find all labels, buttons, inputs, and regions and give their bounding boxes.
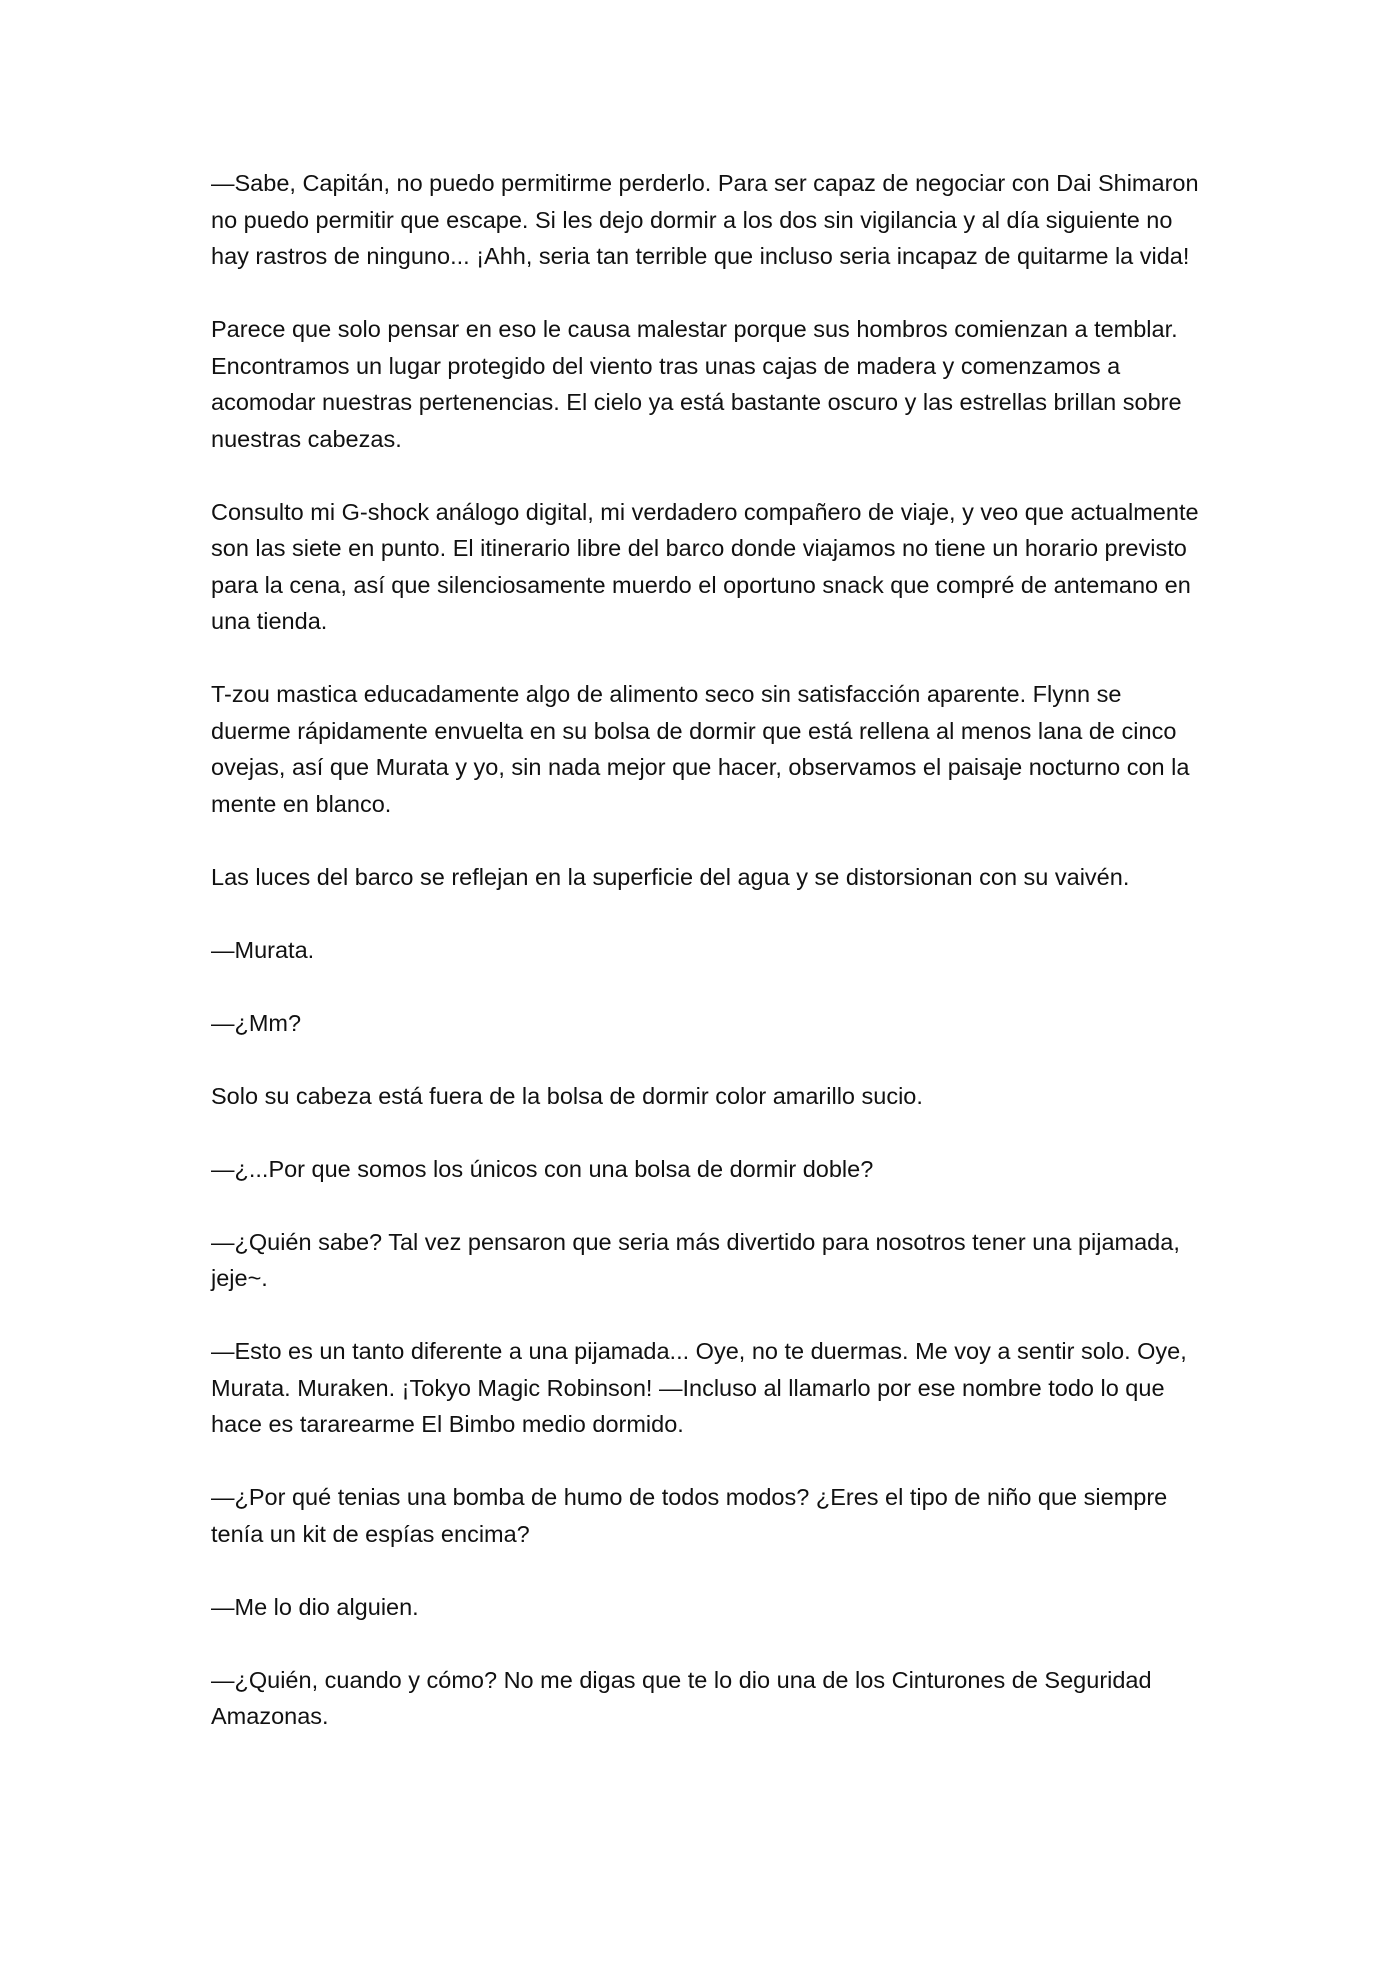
- paragraph: Solo su cabeza está fuera de la bolsa de dormir color amarillo sucio.: [211, 1082, 923, 1109]
- document-body: [211, 165, 1201, 1771]
- paragraph: —Sabe, Capitán, no puedo permitirme perderlo. Para ser capaz de negociar con Dai Shimaron no puedo permitir que escape. Si les dejo dormir a los dos sin vigilancia y al día siguiente no hay rastros de ninguno... ¡Ahh, seria tan terrible que incluso seria incapaz de quitarme la vida!: [211, 170, 1199, 269]
- dialogue-line: —¿Quién sabe? Tal vez pensaron que seria más divertido para nosotros tener una pijamada, jeje~.: [211, 1228, 1180, 1291]
- dialogue-line: —¿Mm?: [211, 1009, 302, 1036]
- dialogue-line: —Me lo dio alguien.: [211, 1593, 419, 1620]
- dialogue-line: —Esto es un tanto diferente a una pijamada... Oye, no te duermas. Me voy a sentir solo. Oye, Murata. Muraken. ¡Tokyo Magic Robinson! —Incluso al llamarlo por ese nombre todo lo que hace es tararearme El Bimbo medio dormido.: [211, 1338, 1187, 1437]
- paragraph: Parece que solo pensar en eso le causa malestar porque sus hombros comienzan a temblar. Encontramos un lugar protegido del viento tras unas cajas de madera y comenzamos a acomodar nuestras pertenencias. El cielo ya está bastante oscuro y las estrellas brillan sobre nuestras cabezas.: [211, 316, 1182, 452]
- paragraph: Las luces del barco se reflejan en la superficie del agua y se distorsionan con su vaivén.: [211, 863, 1130, 890]
- dialogue-line: —¿Quién, cuando y cómo? No me digas que te lo dio una de los Cinturones de Seguridad Amazonas.: [211, 1666, 1152, 1729]
- dialogue-line: —¿...Por que somos los únicos con una bolsa de dormir doble?: [211, 1155, 874, 1182]
- paragraph: T-zou mastica educadamente algo de alimento seco sin satisfacción aparente. Flynn se duerme rápidamente envuelta en su bolsa de dormir que está rellena al menos lana de cinco ovejas, así que Murata y yo, sin nada mejor que hacer, observamos el paisaje nocturno con la mente en blanco.: [211, 681, 1190, 817]
- paragraph: Consulto mi G-shock análogo digital, mi verdadero compañero de viaje, y veo que actualmente son las siete en punto. El itinerario libre del barco donde viajamos no tiene un horario previsto para la cena, así que silenciosamente muerdo el oportuno snack que compré de antemano en una tienda.: [211, 498, 1199, 634]
- dialogue-line: —Murata.: [211, 936, 315, 963]
- dialogue-line: —¿Por qué tenias una bomba de humo de todos modos? ¿Eres el tipo de niño que siempre tenía un kit de espías encima?: [211, 1484, 1168, 1547]
